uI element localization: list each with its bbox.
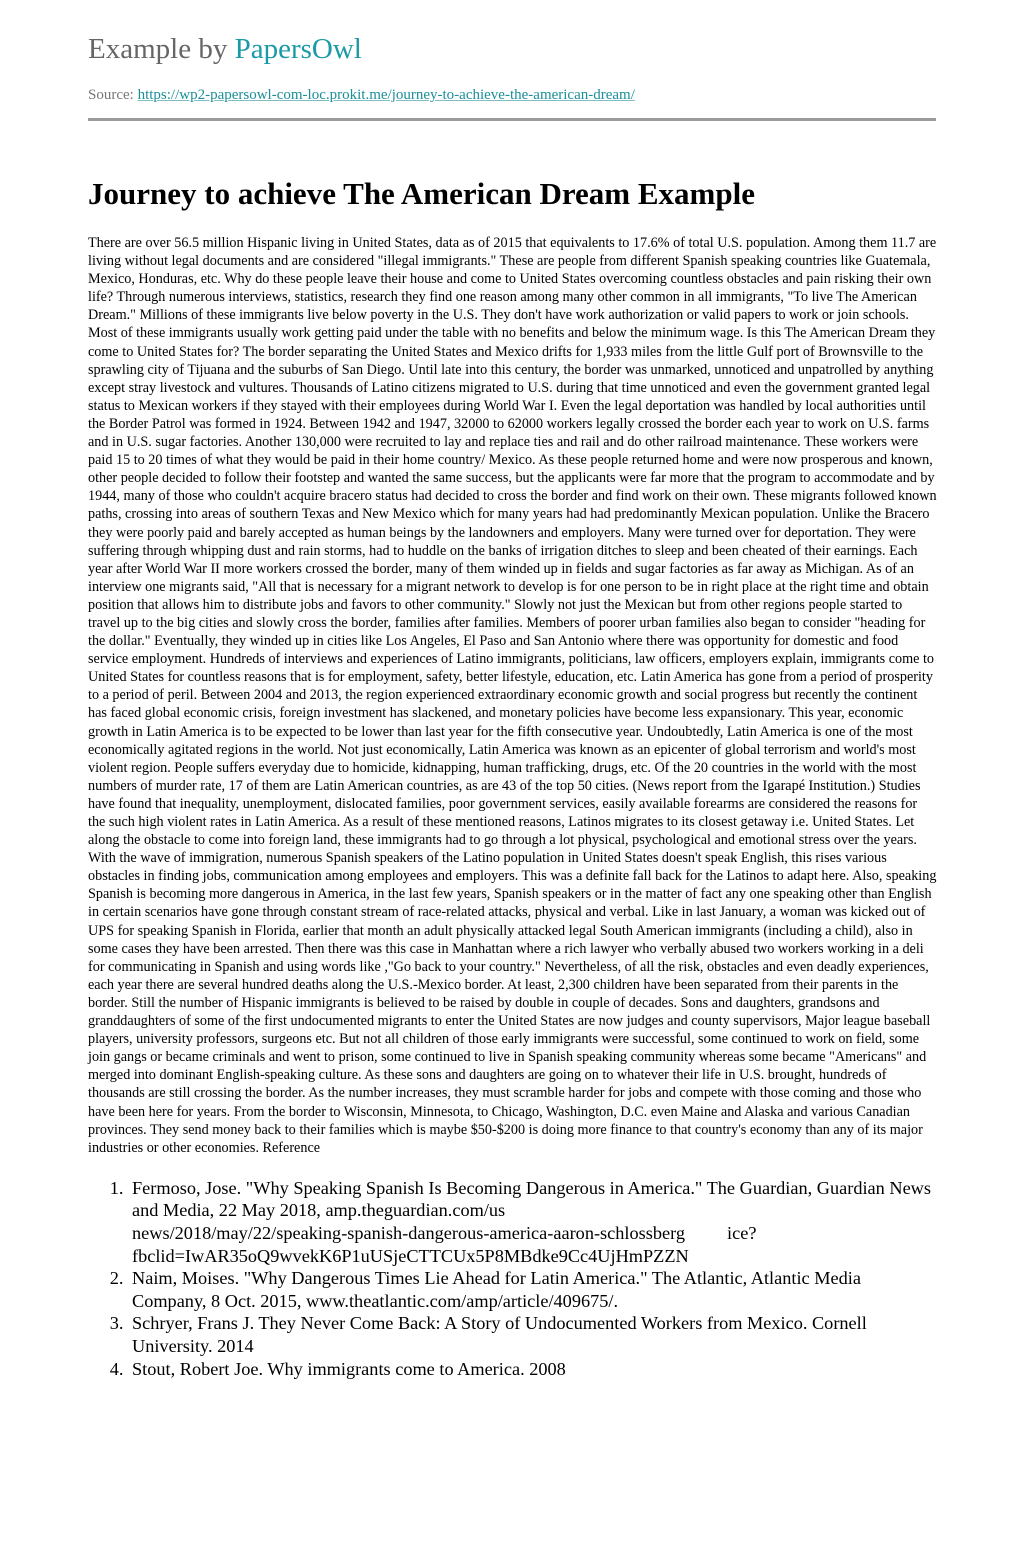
reference-url-part: fbclid=IwAR35oQ9wvekK6P1uUSjeCTTCUx5P8MBdke9Cc4UjHmPZZN	[132, 1245, 689, 1266]
reference-text: Fermoso, Jose. "Why Speaking Spanish Is Becoming Dangerous in America." The Guardian, Guardian News and Media, 22 May 2018, amp.theguardian.com/us	[132, 1177, 932, 1221]
reference-item-2: 2. Naim, Moises. "Why Dangerous Times Lie Ahead for Latin America." The Atlantic, Atlantic Media Company, 8 Oct. 2015, www.theatlantic.com/amp/article/409675/.	[128, 1267, 938, 1312]
source-label: Source:	[88, 87, 138, 103]
reference-item-3: 3. Schryer, Frans J. They Never Come Back: A Story of Undocumented Workers from Mexico. Cornell University. 2014	[128, 1312, 938, 1357]
source-url-link[interactable]: https://wp2-papersowl-com-loc.prokit.me/journey-to-achieve-the-american-dream/	[137, 87, 635, 103]
reference-url-part: ice?	[727, 1222, 757, 1243]
source-line	[88, 86, 936, 104]
document-title: Journey to achieve The American Dream Example	[88, 176, 755, 211]
reference-item-1	[128, 1177, 938, 1267]
reference-item-4: 4. Stout, Robert Joe. Why immigrants come to America. 2008	[128, 1358, 938, 1381]
document-body: There are over 56.5 million Hispanic living in United States, data as of 2015 that equivalents to 17.6% of total U.S. population. Among them 11.7 are living without legal documents and are considered "illegal immigrants." These are people from different Spanish speaking countries like Guatemala, Mexico, Honduras, etc. Why do these people leave their house and come to United States overcoming countless obstacles and pain risking their own life? Through numerous interviews, statistics, research they find one reason among many other common in all immigrants, "To live The American Dream." Millions of these immigrants live below poverty in the U.S. They don't have work authorization or valid papers to work or join schools. Most of these immigrants usually work getting paid under the table with no benefits and below the minimum wage. Is this The American Dream they come to United States for? The border separating the United States and Mexico drifts for 1,933 miles from the little Gulf port of Brownsville to the sprawling city of Tijuana and the suburbs of San Diego. Until late into this century, the border was unmarked, unnoticed and unpatrolled by anything except stray livestock and vultures. Thousands of Latino citizens migrated to U.S. during that time unnoticed and even the government granted legal status to Mexican workers if they stayed with their employees during World War I. Even the legal deportation was handled by local authorities until the Border Patrol was formed in 1924. Between 1942 and 1947, 32000 to 62000 workers legally crossed the border each year to work on U.S. farms and in U.S. sugar factories. Another 130,000 were recruited to lay and replace ties and rail and do other railroad maintenance. These workers were paid 15 to 20 times of what they would be paid in their home country/ Mexico. As these people returned home and were now prosperous and known, other people decided to follow their footstep and wanted the same success, but the applicants were far more that the program to accommodate and by 1944, many of those who couldn't acquire bracero status had decided to cross the border and find work on their own. These migrants followed known paths, crossing into areas of southern Texas and New Mexico which for many years had had predominantly Mexican population. Unlike the Bracero they were poorly paid and barely accepted as human beings by the landowners and employers. Many were turned over for deportation. They were suffering through whipping dust and rain storms, had to huddle on the banks of irrigation ditches to sleep and been cheated of their earnings. Each year after World War II more workers crossed the border, many of them winded up in fields and sugar factories as far away as Michigan. As of an interview one migrants said, "All that is necessary for a migrant network to develop is for one person to be in right place at the right time and obtain position that allows him to distribute jobs and favors to other community." Slowly not just the Mexican but from other regions people started to travel up to the big cities and slowly cross the border, families after families. Members of poorer urban families also began to consider "heading for the dollar." Eventually, they winded up in cities like Los Angeles, El Paso and San Antonio where there was opportunity for domestic and food service employment. Hundreds of interviews and experiences of Latino immigrants, politicians, law officers, employers explain, immigrants come to United States for countless reasons that is for employment, safety, better lifestyle, education, etc. Latin America has gone from a period of prosperity to a period of peril. Between 2004 and 2013, the region experienced extraordinary economic growth and social progress but recently the continent has faced global economic crisis, foreign investment has slackened, and monetary policies have become less expansionary. This year, economic growth in Latin America is to be expected to be lower than last year for the fifth consecutive year. Undoubtedly, Latin America is one of the most economically agitated regions in the world. Not just economically, Latin America was known as an epicenter of global terrorism and world's most violent region. People suffers everyday due to homicide, kidnapping, human trafficking, drugs, etc. Of the 20 countries in the world with the most numbers of murder rate, 17 of them are Latin American countries, as are 43 of the top 50 cities. (News report from the Igarapé Institution.) Studies have found that inequality, unemployment, dislocated families, poor government services, easily available forearms are considered the reasons for the such high violent rates in Latin America. As a result of these mentioned reasons, Latinos migrates to its closest getaway i.e. United States. Let along the obstacle to come into foreign land, these immigrants had to go through a lot physical, psychological and emotional stress over the years. With the wave of immigration, numerous Spanish speakers of the Latino population in United States doesn't speak English, this rises various obstacles in finding jobs, communication among employees and employers. This was a definite fall back for the Latinos to adapt here. Also, speaking Spanish is becoming more dangerous in America, in the last few years, Spanish speakers or in the matter of fact any one speaking other than English in certain scenarios have gone through constant stream of race-related attacks, physical and verbal. Like in last January, a woman was kicked out of UPS for speaking Spanish in Florida, earlier that month an adult physically attacked legal South American immigrants (including a child), also in some cases they have been arrested. Then there was this case in Manhattan where a rich lawyer who verbally abused two workers working in a deli for communicating in Spanish and using words like ,"Go back to your country." Nevertheless, of all the risk, obstacles and even deadly experiences, each year there are several hundred deaths along the U.S.-Mexico border. At least, 2,300 children have been separated from their parents in the border. Still the number of Hispanic immigrants is believed to be raised by double in couple of decades. Sons and daughters, grandsons and granddaughters of some of the first undocumented migrants to enter the United States are now judges and county supervisors, Major league baseball players, university professors, surgeons etc. But not all children of those early immigrants were successful, some continued to work on field, some join gangs or became criminals and went to prison, some continued to live in Spanish speaking community whereas some became "Americans" and merged into dominant English-speaking culture. As these sons and daughters are going on to whatever their life in U.S. brought, hundreds of thousands are still crossing the border. As the number increases, they must scramble harder for jobs and compete with those coming and those who have been here for years. From the border to Wisconsin, Minnesota, to Chicago, Washington, D.C. even Maine and Alaska and various Canadian provinces. They send money back to their families which is maybe $50-$200 is doing more finance to that country's economy than any of its major industries or other economies. Reference	[88, 235, 937, 1156]
header-divider	[88, 118, 936, 121]
papersowl-brand-link[interactable]: PapersOwl	[234, 33, 362, 65]
reference-list	[88, 1177, 938, 1380]
reference-url-part: news/2018/may/22/speaking-spanish-dangerous-america-aaron-schlossberg	[132, 1222, 686, 1243]
brand-prefix: Example by	[88, 33, 235, 65]
brand-header	[88, 0, 936, 66]
